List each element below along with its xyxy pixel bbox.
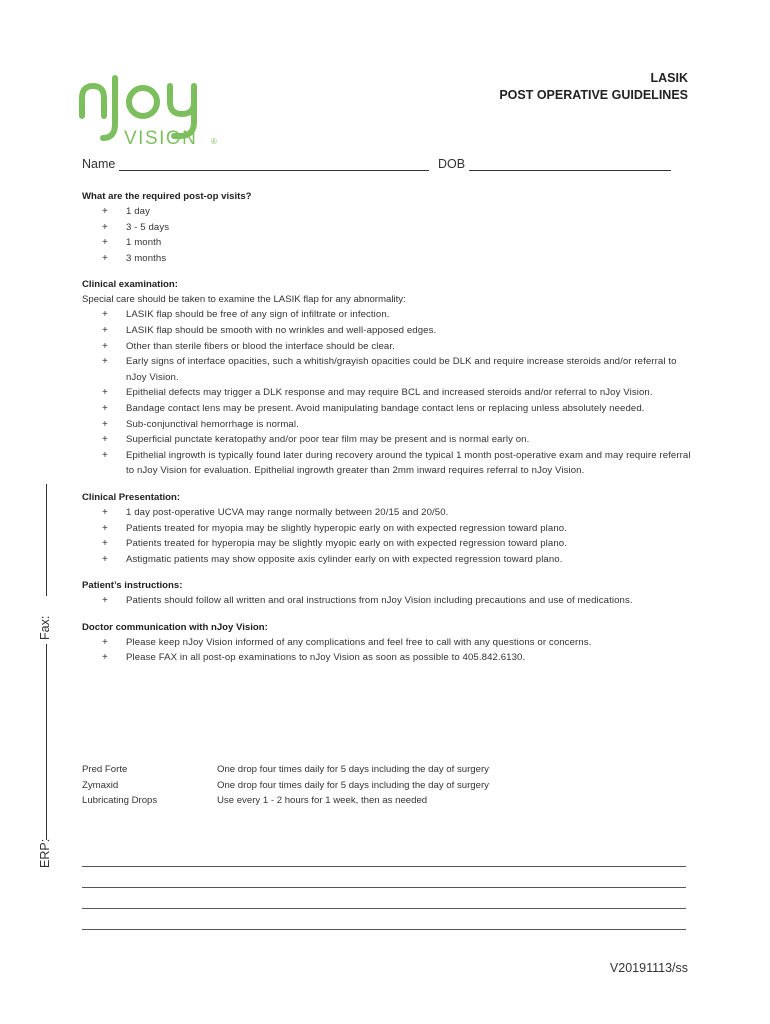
bullet-plus-icon: + — [102, 340, 108, 352]
logo-sub-word: VISION — [124, 128, 198, 149]
exam-intro: Special care should be taken to examine the LASIK flap for any abnormality: — [82, 294, 406, 306]
guidelines-content — [82, 190, 692, 678]
section-heading: Patient’s instructions: — [82, 580, 183, 592]
erp-label: ERP: — [38, 838, 52, 868]
list-item-text: Sub-conjunctival hemorrhage is normal. — [126, 418, 299, 430]
medication-name: Pred Forte — [82, 764, 128, 775]
bullet-plus-icon: + — [102, 252, 108, 264]
list-item — [82, 521, 692, 537]
list-item-text: 1 day post-operative UCVA may range normally between 20/15 and 20/50. — [126, 506, 449, 518]
list-item — [82, 401, 692, 417]
list-item — [82, 235, 692, 251]
list-item-text: Please keep nJoy Vision informed of any complications and feel free to call with any questions or concerns. — [126, 636, 592, 648]
bullet-plus-icon: + — [102, 553, 108, 565]
fax-blank-line[interactable] — [46, 484, 47, 596]
medication-instructions: Use every 1 - 2 hours for 1 week, then as needed — [217, 795, 428, 807]
medication-row — [82, 762, 489, 778]
list-item — [82, 552, 692, 568]
section-exam — [82, 278, 692, 479]
list-item-text: 1 month — [126, 237, 162, 249]
list-item-text: Epithelial ingrowth is typically found later during recovery around the typical 1 month post-operative exam and may require referral to nJoy Vision for evaluation. Epithelial ingrowth greater than 2mm inward requires referral to nJoy Vision. — [126, 449, 691, 477]
name-field[interactable] — [82, 157, 429, 171]
list-item-text: Early signs of interface opacities, such a whitish/grayish opacities could be DLK and require increase steroids and/or referral to nJoy Vision. — [126, 356, 677, 383]
bullet-plus-icon: + — [102, 356, 108, 368]
list-item — [82, 448, 692, 479]
list-item — [82, 635, 692, 651]
bullet-plus-icon: + — [102, 595, 108, 607]
section-patient-instructions — [82, 579, 692, 609]
bullet-plus-icon: + — [102, 221, 108, 233]
patient-list — [82, 593, 692, 609]
list-item-text: Astigmatic patients may show opposite axis cylinder early on with expected regression toward plano. — [126, 553, 563, 565]
list-item-text: Patients should follow all written and oral instructions from nJoy Vision including precautions and use of medications. — [126, 595, 633, 607]
bullet-plus-icon: + — [102, 652, 108, 664]
doctor-list — [82, 635, 692, 666]
bullet-plus-icon: + — [102, 324, 108, 336]
bullet-plus-icon: + — [102, 402, 108, 414]
section-heading: Clinical Presentation: — [82, 491, 181, 503]
note-line[interactable] — [82, 909, 686, 930]
visits-list — [82, 204, 692, 266]
note-line[interactable] — [82, 888, 686, 909]
list-item-text: LASIK flap should be smooth with no wrinkles and well-apposed edges. — [126, 324, 437, 336]
section-heading: Doctor communication with nJoy Vision: — [82, 621, 268, 633]
bullet-plus-icon: + — [102, 449, 108, 461]
dob-field[interactable] — [438, 157, 671, 171]
list-item — [82, 385, 692, 401]
list-item — [82, 650, 692, 666]
notes-lines — [82, 846, 686, 930]
list-item — [82, 505, 692, 521]
medication-row — [82, 793, 489, 809]
medication-row — [82, 778, 489, 794]
medication-name: Zymaxid — [82, 779, 119, 791]
list-item-text: Patients treated for hyperopia may be slightly myopic early on with expected regression toward plano. — [126, 538, 567, 550]
section-doctor-communication — [82, 621, 692, 666]
list-item-text: LASIK flap should be free of any sign of infiltrate or infection. — [126, 309, 390, 321]
list-item — [82, 354, 692, 385]
list-item — [82, 251, 692, 267]
medication-name: Lubricating Drops — [82, 795, 158, 807]
bullet-plus-icon: + — [102, 206, 108, 217]
list-item — [82, 339, 692, 355]
bullet-plus-icon: + — [102, 418, 108, 430]
njoy-vision-logo — [78, 72, 228, 150]
list-item-text: Patients treated for myopia may be slightly hyperopic early on with expected regression toward plano. — [126, 522, 567, 534]
version-code: V20191113/ss — [609, 961, 688, 975]
medication-instructions: One drop four times daily for 5 days including the day of surgery — [217, 764, 489, 775]
name-label: Name — [82, 157, 116, 171]
list-item-text: Bandage contact lens may be present. Avoid manipulating bandage contact lens or replacing unless absolutely needed. — [126, 402, 645, 414]
list-item-text: Epithelial defects may trigger a DLK response and may require BCL and increased steroids and/or referral to nJoy Vision. — [126, 387, 653, 399]
list-item — [82, 432, 692, 448]
list-item — [82, 220, 692, 236]
note-line[interactable] — [82, 867, 686, 888]
bullet-plus-icon: + — [102, 538, 108, 550]
list-item — [82, 204, 692, 220]
note-line[interactable] — [82, 846, 686, 867]
erp-blank-line[interactable] — [46, 644, 47, 840]
list-item — [82, 593, 692, 609]
exam-list — [82, 307, 692, 479]
logo-registered-mark: ® — [211, 137, 217, 146]
section-heading: What are the required post-op visits? — [82, 191, 252, 202]
section-heading: Clinical examination: — [82, 279, 178, 291]
list-item — [82, 323, 692, 339]
section-presentation — [82, 491, 692, 567]
bullet-plus-icon: + — [102, 522, 108, 534]
bullet-plus-icon: + — [102, 636, 108, 648]
bullet-plus-icon: + — [102, 309, 108, 321]
list-item — [82, 307, 692, 323]
list-item-text: 1 day — [126, 206, 150, 217]
bullet-plus-icon: + — [102, 237, 108, 249]
bullet-plus-icon: + — [102, 506, 108, 518]
dob-blank-line[interactable] — [469, 158, 671, 171]
list-item-text: Please FAX in all post-op examinations to nJoy Vision as soon as possible to 405.842.6130. — [126, 652, 526, 664]
title-line-1: LASIK — [650, 71, 688, 85]
bullet-plus-icon: + — [102, 434, 108, 446]
list-item — [82, 417, 692, 433]
list-item-text: 3 months — [126, 252, 167, 264]
section-visits — [82, 190, 692, 266]
list-item — [82, 536, 692, 552]
list-item-text: Other than sterile fibers or blood the interface should be clear. — [126, 340, 395, 352]
name-blank-line[interactable] — [119, 158, 429, 171]
list-item-text: 3 - 5 days — [126, 221, 170, 233]
medications-table — [82, 762, 489, 809]
dob-label: DOB — [438, 157, 466, 171]
medication-instructions: One drop four times daily for 5 days including the day of surgery — [217, 779, 489, 791]
document-title — [499, 70, 688, 104]
list-item-text: Superficial punctate keratopathy and/or poor tear film may be present and is normal early on. — [126, 434, 530, 446]
fax-label: Fax: — [38, 615, 52, 640]
bullet-plus-icon: + — [102, 387, 108, 399]
presentation-list — [82, 505, 692, 567]
title-line-2: POST OPERATIVE GUIDELINES — [499, 88, 688, 102]
